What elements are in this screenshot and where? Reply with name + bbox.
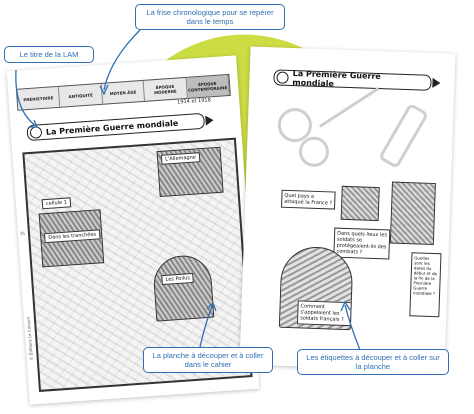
callout-planche: La planche à découper et à coller dans le cahier bbox=[143, 347, 273, 373]
label-tranchees: Dans les tranchées bbox=[44, 229, 100, 243]
timeline-cell: ANTIQUITÉ bbox=[59, 84, 103, 107]
arrow-planche bbox=[200, 306, 212, 347]
label-cellule: cellule 1 bbox=[42, 197, 72, 209]
callout-etiquettes: Les étiquettes à découper et à coller sur la planche bbox=[297, 349, 449, 375]
label-allemagne: L'Allemagne bbox=[161, 152, 200, 165]
question-card-4: Quelles sont les dates du début et de la fin de la Première Guerre mondiale ? bbox=[409, 252, 441, 317]
timeline-cell-highlight: ÉPOQUE CONTEMPORAINE bbox=[186, 75, 230, 98]
question-card-1: Quel pays a attaqué la France ? bbox=[281, 190, 336, 210]
timeline-cell: ÉPOQUE MODERNE bbox=[144, 78, 188, 101]
question-card-3: Dans quels lieux les soldats se protégeaient-ils des combats ? bbox=[333, 228, 390, 260]
timeline-cell: MOYEN ÂGE bbox=[102, 81, 146, 104]
arrow-etiquettes bbox=[345, 305, 360, 350]
lam-title: La Première Guerre mondiale bbox=[45, 118, 179, 137]
timeline-years: 1914 et 1918 bbox=[177, 97, 212, 106]
page-number: 35 bbox=[19, 230, 26, 236]
publisher-credit: © Éditions Le Colvent bbox=[25, 316, 34, 361]
timeline-cell: PRÉHISTOIRE bbox=[17, 87, 61, 110]
callout-titre: Le titre de la LAM bbox=[4, 46, 94, 63]
right-title: La Première Guerre mondiale bbox=[292, 69, 381, 89]
callout-frise: La frise chronologique pour se repérer dans le temps bbox=[135, 4, 285, 30]
label-poilus: Les Poilus bbox=[161, 273, 194, 285]
arrow-titre bbox=[16, 70, 36, 126]
arrow-frise bbox=[104, 30, 140, 90]
question-card-2: Comment s'appelaient les soldats français ? bbox=[297, 300, 352, 326]
